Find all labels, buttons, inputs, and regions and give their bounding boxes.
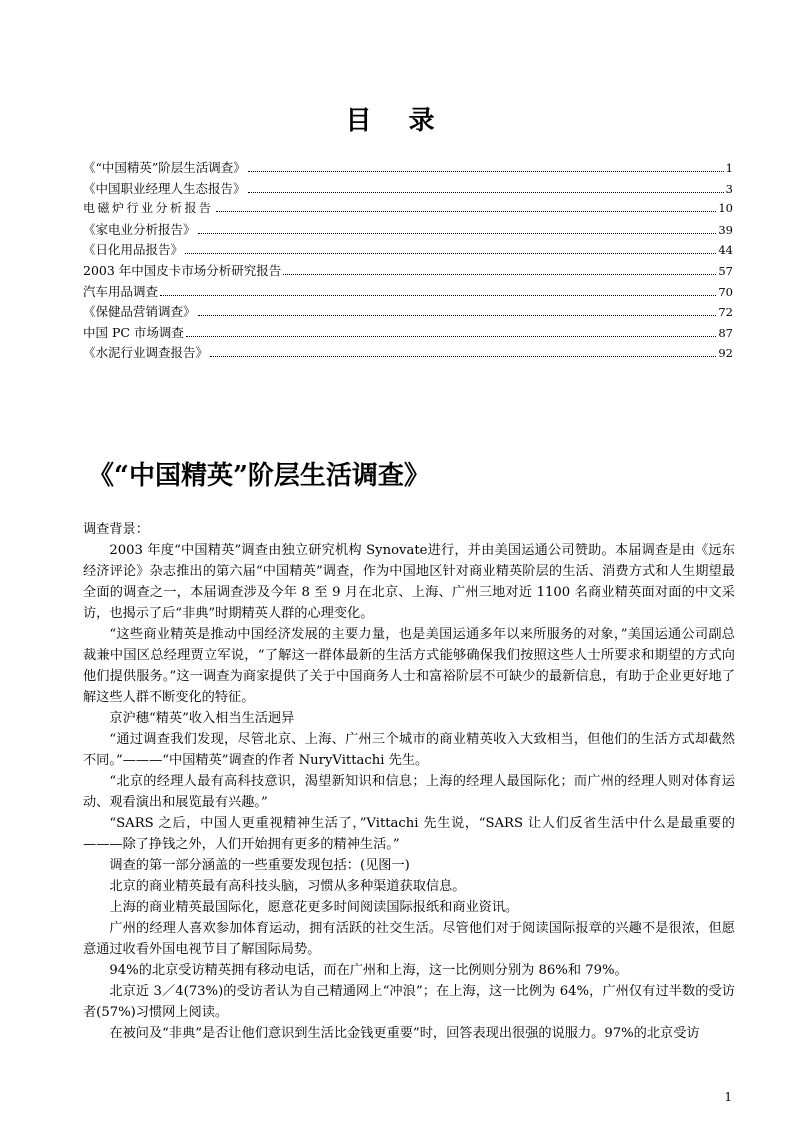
paragraph: 广州的经理人喜欢参加体育运动，拥有活跃的社交生活。尽管他们对于阅读国际报章的兴趣不是很浓，但愿意通过收看外国电视节目了解国际局势。	[83, 921, 735, 957]
toc-leader-dots	[283, 274, 716, 275]
paragraph: 北京近 3／4(73%)的受访者认为自己精通网上“冲浪”；在上海，这一比例为 64%，广州仅有过半数的受访者(57%)习惯网上阅读。	[83, 984, 735, 1020]
toc-leader-dots	[198, 315, 717, 316]
paragraph: “这些商业精英是推动中国经济发展的主要力量，也是美国运通多年以来所服务的对象，”美国运通公司副总裁兼中国区总经理贾立军说，“了解这一群体最新的生活方式能够确保我们按照这些人士所要求和期望的方式向他们提供服务。”这一调查为商家提供了关于中国商务人士和富裕阶层不可缺少的最新信息，有助于企业更好地了解这些人群不断变化的特征。	[83, 627, 735, 705]
paragraph: “北京的经理人最有高科技意识，渴望新知识和信息；上海的经理人最国际化；而广州的经理人则对体育运动、观看演出和展览最有兴趣。”	[83, 774, 735, 810]
paragraph: “通过调查我们发现，尽管北京、上海、广州三个城市的商业精英收入大致相当，但他们的生活方式却截然不同。”———“中国精英”调查的作者 NuryVittachi 先生。	[83, 732, 735, 768]
toc-leader-dots	[198, 233, 717, 234]
toc-leader-dots	[186, 336, 716, 337]
toc-entry-title: 汽车用品调查	[83, 283, 159, 299]
toc-entry[interactable]	[83, 302, 733, 323]
toc-leader-dots	[248, 171, 724, 172]
section-title: 《“中国精英”阶层生活调查》	[88, 461, 430, 491]
toc-entry-page: 57	[718, 263, 733, 278]
toc-entry-title: 电磁炉行业分析报告	[83, 201, 214, 216]
toc-leader-dots	[185, 253, 716, 254]
toc-title: 目 录	[345, 106, 449, 136]
toc-entry[interactable]	[83, 282, 733, 303]
toc-entry-page: 72	[718, 305, 733, 320]
subheading: 京沪穗“精英”收入相当生活迥异	[109, 711, 295, 726]
paragraph: 北京的商业精英最有高科技头脑，习惯从多种渠道获取信息。	[109, 879, 466, 894]
toc-entry-page: 87	[718, 325, 733, 340]
toc-entry-title: 《日化用品报告》	[83, 242, 184, 258]
paragraph: 2003 年度“中国精英”调查由独立研究机构 Synovate进行，并由美国运通公司赞助。本届调查是由《远东经济评论》杂志推出的第六届“中国精英”调查，作为中国地区针对商业精英阶层的生活、消费方式和人生期望最全面的调查之一，本届调查涉及今年 8 至 9 月在北京、上海、广州三地对近 1100 名商业精英面对面的中文采访，也揭示了后“非典”时期精英人群的心理变化。	[83, 543, 735, 621]
toc-entry[interactable]	[83, 240, 733, 261]
toc-entry-page: 39	[718, 222, 733, 237]
toc-leader-dots	[216, 211, 717, 212]
toc-entry-title: 《“中国精英”阶层生活调查》	[83, 160, 246, 175]
paragraph: 94%的北京受访精英拥有移动电话，而在广州和上海，这一比例则分别为 86%和 79%。	[109, 963, 628, 978]
toc-entry-page: 92	[718, 346, 733, 361]
toc-entry-page: 1	[725, 161, 733, 175]
toc-entry-title: 《中国职业经理人生态报告》	[83, 180, 246, 196]
section-label: 调查背景：	[83, 522, 149, 537]
toc-entry[interactable]	[83, 261, 733, 282]
toc-leader-dots	[210, 356, 716, 357]
toc-entry[interactable]	[83, 343, 733, 364]
toc-entry[interactable]	[83, 220, 733, 241]
toc-entry-title: 2003 年中国皮卡市场分析研究报告	[83, 262, 282, 278]
toc-leader-dots	[248, 192, 724, 193]
toc-entry-page: 10	[718, 201, 733, 216]
toc-entry-page: 70	[718, 284, 733, 299]
paragraph: 调查的第一部分涵盖的一些重要发现包括：(见图一)	[109, 858, 410, 873]
toc-entry[interactable]	[83, 199, 733, 220]
page-number: 1	[724, 1090, 732, 1104]
section-body	[83, 519, 735, 1044]
toc-entry[interactable]	[83, 323, 733, 344]
toc-leader-dots	[160, 295, 716, 296]
toc-entry-title: 《家电业分析报告》	[83, 221, 196, 237]
toc-entry[interactable]	[83, 179, 733, 200]
toc-entry-page: 44	[718, 243, 733, 258]
toc-entry[interactable]	[83, 158, 733, 179]
toc-entry-title: 《水泥行业调查报告》	[83, 345, 209, 361]
toc-entry-page: 3	[725, 181, 733, 196]
table-of-contents	[83, 158, 733, 364]
paragraph: 在被问及“非典”是否让他们意识到生活比金钱更重要”时，回答表现出很强的说服力。97%的北京受访	[109, 1026, 700, 1041]
toc-entry-title: 《保健品营销调查》	[83, 304, 196, 320]
toc-entry-title: 中国 PC 市场调查	[83, 324, 184, 340]
paragraph: “SARS 之后，中国人更重视精神生活了，”Vittachi 先生说，“SARS 让人们反省生活中什么是最重要的———除了挣钱之外，人们开始拥有更多的精神生活。”	[83, 816, 735, 852]
paragraph: 上海的商业精英最国际化，愿意花更多时间阅读国际报纸和商业资讯。	[109, 900, 519, 915]
